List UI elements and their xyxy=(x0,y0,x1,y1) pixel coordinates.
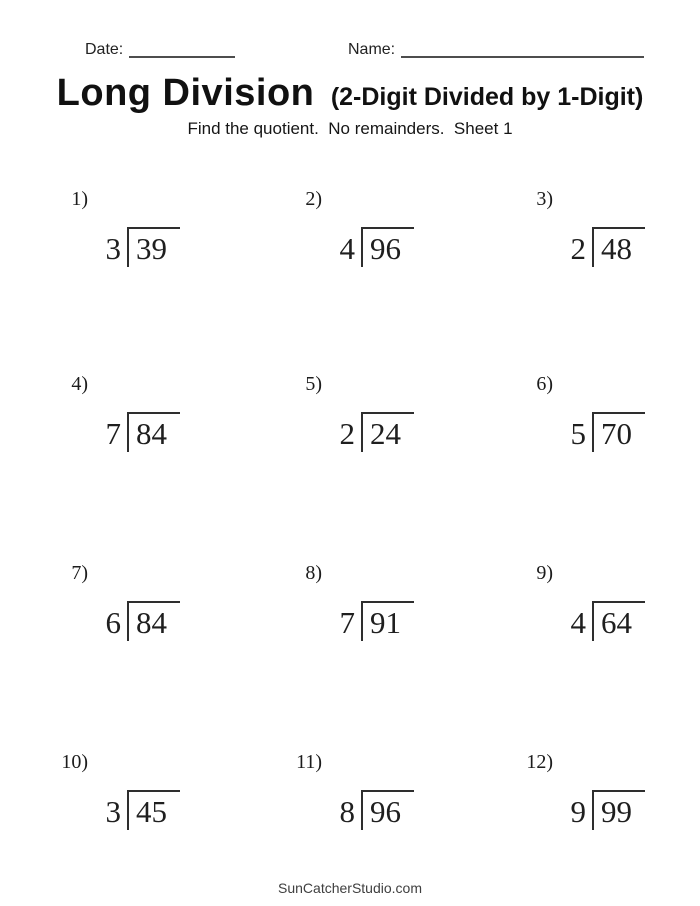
problem-number: 2) xyxy=(305,188,322,210)
problem-number: 1) xyxy=(71,188,88,210)
divisor: 4 xyxy=(339,231,355,266)
problem-1 xyxy=(61,189,211,267)
dividend: 84 xyxy=(136,605,167,640)
divisor: 3 xyxy=(105,794,121,829)
divisor: 2 xyxy=(339,416,355,451)
name-label: Name: xyxy=(348,41,396,58)
problem-number: 9) xyxy=(536,562,553,584)
dividend-box xyxy=(127,227,180,267)
divisor: 5 xyxy=(570,416,586,451)
division-bracket xyxy=(552,601,645,641)
divisor: 7 xyxy=(339,605,355,640)
problem-12 xyxy=(526,752,676,830)
problem-number: 11) xyxy=(296,751,322,773)
dividend: 45 xyxy=(136,794,167,829)
division-bracket xyxy=(87,412,180,452)
problem-number: 12) xyxy=(526,751,553,773)
divisor: 6 xyxy=(105,605,121,640)
division-bracket xyxy=(87,227,180,267)
dividend-box xyxy=(127,790,180,830)
problem-4 xyxy=(61,374,211,452)
problem-9 xyxy=(526,563,676,641)
dividend: 91 xyxy=(370,605,401,640)
title-qualifier: (2-Digit Divided by 1-Digit) xyxy=(330,83,644,111)
dividend: 24 xyxy=(370,416,401,451)
dividend-box xyxy=(592,227,645,267)
division-bracket xyxy=(552,790,645,830)
date-blank-line xyxy=(129,54,235,58)
problem-number: 7) xyxy=(71,562,88,584)
division-bracket xyxy=(552,227,645,267)
problem-number: 6) xyxy=(536,373,553,395)
dividend-box xyxy=(361,790,414,830)
division-bracket xyxy=(321,227,414,267)
problem-5 xyxy=(295,374,445,452)
division-bracket xyxy=(321,601,414,641)
division-bracket xyxy=(321,790,414,830)
dividend-box xyxy=(592,412,645,452)
dividend: 96 xyxy=(370,231,401,266)
division-bracket xyxy=(87,601,180,641)
dividend: 70 xyxy=(601,416,632,451)
problem-number: 3) xyxy=(536,188,553,210)
dividend: 99 xyxy=(601,794,632,829)
problem-7 xyxy=(61,563,211,641)
title-row xyxy=(0,72,700,115)
date-label: Date: xyxy=(85,41,124,58)
problem-number: 5) xyxy=(305,373,322,395)
problem-10 xyxy=(61,752,211,830)
divisor: 8 xyxy=(339,794,355,829)
dividend: 64 xyxy=(601,605,632,640)
dividend-box xyxy=(127,601,180,641)
division-bracket xyxy=(552,412,645,452)
problem-3 xyxy=(526,189,676,267)
problem-8 xyxy=(295,563,445,641)
dividend-box xyxy=(361,227,414,267)
problem-11 xyxy=(295,752,445,830)
dividend: 39 xyxy=(136,231,167,266)
divisor: 4 xyxy=(570,605,586,640)
problem-number: 8) xyxy=(305,562,322,584)
name-blank-line xyxy=(401,54,644,58)
division-bracket xyxy=(87,790,180,830)
subtitle: Find the quotient. No remainders. Sheet 1 xyxy=(187,119,513,138)
dividend: 96 xyxy=(370,794,401,829)
problem-6 xyxy=(526,374,676,452)
dividend-box xyxy=(592,790,645,830)
divisor: 9 xyxy=(570,794,586,829)
dividend-box xyxy=(361,412,414,452)
dividend-box xyxy=(592,601,645,641)
problem-2 xyxy=(295,189,445,267)
divisor: 3 xyxy=(105,231,121,266)
divisor: 7 xyxy=(105,416,121,451)
dividend-box xyxy=(127,412,180,452)
name-field xyxy=(348,41,644,59)
page-title: Long Division xyxy=(56,72,315,114)
problem-number: 10) xyxy=(61,751,88,773)
footer-credit: SunCatcherStudio.com xyxy=(278,880,422,896)
problem-number: 4) xyxy=(71,373,88,395)
divisor: 2 xyxy=(570,231,586,266)
date-field xyxy=(85,41,235,59)
dividend-box xyxy=(361,601,414,641)
dividend: 48 xyxy=(601,231,632,266)
dividend: 84 xyxy=(136,416,167,451)
division-bracket xyxy=(321,412,414,452)
